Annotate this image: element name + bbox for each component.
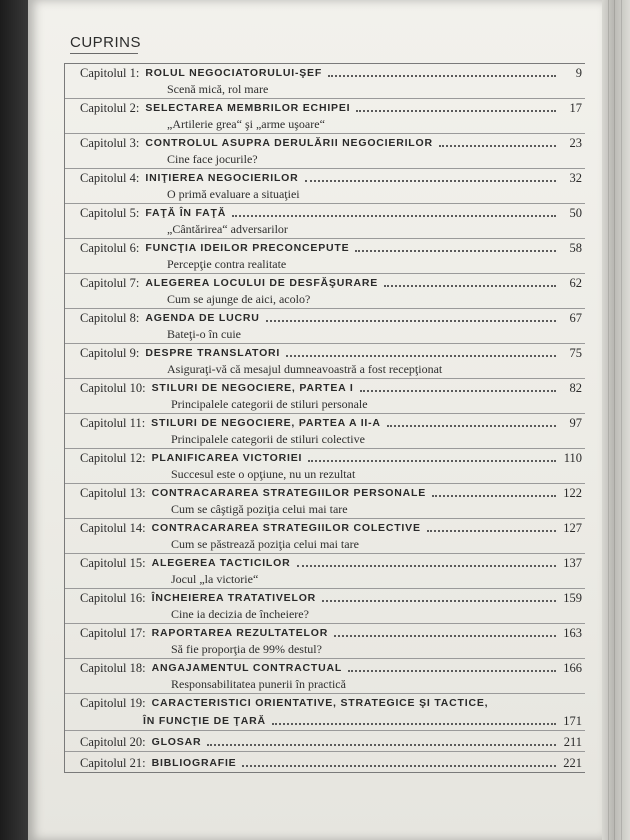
- chapter-subtitle: Bateţi-o în cuie: [167, 327, 241, 341]
- chapter-title: STILURI DE NEGOCIERE, PARTEA I: [151, 382, 354, 394]
- dot-leader: [305, 179, 556, 182]
- dot-leader: [355, 249, 556, 252]
- toc-entry: [65, 99, 585, 134]
- page-number: 9: [575, 66, 582, 80]
- chapter-title: CONTRACARAREA STRATEGIILOR PERSONALE: [151, 487, 427, 499]
- dot-leader: [387, 424, 556, 427]
- chapter-number: Capitolul 16:: [80, 591, 146, 605]
- dot-leader: [308, 459, 556, 462]
- toc-entry: [65, 239, 585, 274]
- page-stack-edge: [602, 0, 630, 840]
- dot-leader: [356, 109, 556, 112]
- toc-entry: [65, 204, 585, 239]
- dot-leader: [286, 354, 556, 357]
- chapter-number: Capitolul 20:: [80, 735, 146, 749]
- toc-entry: [65, 519, 585, 554]
- page-number: 211: [563, 735, 582, 749]
- chapter-title-continued: ÎN FUNCŢIE DE ŢARĂ: [143, 715, 266, 727]
- dot-leader: [266, 319, 556, 322]
- chapter-title: ALEGEREA LOCULUI DE DESFĂŞURARE: [145, 277, 379, 289]
- chapter-number: Capitolul 21:: [80, 756, 146, 770]
- dot-leader: [334, 634, 556, 637]
- chapter-subtitle: Cum se ajunge de aici, acolo?: [167, 292, 311, 306]
- toc-entry: [65, 169, 585, 204]
- chapter-title: ÎNCHEIEREA TRATATIVELOR: [151, 592, 317, 604]
- dot-leader: [297, 564, 557, 567]
- page-number: 58: [569, 241, 582, 255]
- chapter-title: GLOSAR: [151, 736, 202, 748]
- chapter-subtitle: Scenă mică, rol mare: [167, 82, 269, 96]
- toc-entry: [65, 449, 585, 484]
- chapter-title: STILURI DE NEGOCIERE, PARTEA A II-A: [151, 417, 381, 429]
- page-number: 97: [569, 416, 582, 430]
- chapter-number: Capitolul 18:: [80, 661, 146, 675]
- chapter-subtitle: Asiguraţi-vă că mesajul dumneavoastră a fost recepţionat: [167, 362, 443, 376]
- toc-entry: [65, 309, 585, 344]
- chapter-number: Capitolul 15:: [80, 556, 146, 570]
- dot-leader: [427, 529, 556, 532]
- chapter-subtitle: Responsabilitatea punerii în practică: [171, 677, 346, 691]
- chapter-number: Capitolul 14:: [80, 521, 146, 535]
- chapter-number: Capitolul 1:: [80, 66, 140, 80]
- page-number: 32: [569, 171, 582, 185]
- chapter-subtitle: Cum se păstrează poziţia celui mai tare: [171, 537, 359, 551]
- page-number: 23: [569, 136, 582, 150]
- dot-leader: [439, 144, 556, 147]
- chapter-title: PLANIFICAREA VICTORIEI: [151, 452, 303, 464]
- toc-entry: [65, 134, 585, 169]
- chapter-number: Capitolul 19:: [80, 696, 146, 710]
- chapter-subtitle: Cine ia decizia de încheiere?: [171, 607, 309, 621]
- chapter-number: Capitolul 8:: [80, 311, 140, 325]
- dot-leader: [232, 214, 556, 217]
- chapter-title: ROLUL NEGOCIATORULUI-ŞEF: [145, 67, 323, 79]
- chapter-title: CONTROLUL ASUPRA DERULĂRII NEGOCIERILOR: [145, 137, 433, 149]
- toc-entry: [65, 344, 585, 379]
- chapter-number: Capitolul 17:: [80, 626, 146, 640]
- chapter-subtitle: Principalele categorii de stiluri personale: [171, 397, 368, 411]
- dot-leader: [384, 284, 556, 287]
- chapter-number: Capitolul 11:: [80, 416, 146, 430]
- chapter-title: FAŢĂ ÎN FAŢĂ: [145, 207, 227, 219]
- page-number: 163: [563, 626, 582, 640]
- chapter-subtitle: Percepţie contra realitate: [167, 257, 287, 271]
- dot-leader: [348, 669, 556, 672]
- chapter-title: FUNCŢIA IDEILOR PRECONCEPUTE: [145, 242, 350, 254]
- chapter-number: Capitolul 10:: [80, 381, 146, 395]
- toc-entry: [65, 731, 585, 752]
- page-number: 67: [569, 311, 582, 325]
- page-number: 166: [563, 661, 582, 675]
- chapter-title: BIBLIOGRAFIE: [151, 757, 237, 769]
- chapter-title: AGENDA DE LUCRU: [145, 312, 260, 324]
- dot-leader: [207, 743, 556, 746]
- toc-entry: [65, 624, 585, 659]
- chapter-subtitle: Jocul „la victorie“: [171, 572, 259, 586]
- dot-leader: [328, 74, 556, 77]
- page-number: 50: [569, 206, 582, 220]
- chapter-number: Capitolul 13:: [80, 486, 146, 500]
- page-gutter-shadow: [0, 0, 30, 840]
- chapter-number: Capitolul 6:: [80, 241, 140, 255]
- dot-leader: [432, 494, 556, 497]
- chapter-number: Capitolul 4:: [80, 171, 140, 185]
- toc-entry: [65, 274, 585, 309]
- chapter-subtitle: Succesul este o opţiune, nu un rezultat: [171, 467, 356, 481]
- toc-entry: [65, 554, 585, 589]
- chapter-title: ALEGEREA TACTICILOR: [151, 557, 291, 569]
- chapter-title: CONTRACARAREA STRATEGIILOR COLECTIVE: [151, 522, 421, 534]
- chapter-subtitle: Să fie proporţia de 99% destul?: [171, 642, 322, 656]
- page-number: 62: [569, 276, 582, 290]
- toc-entry: [65, 694, 585, 731]
- chapter-subtitle: Principalele categorii de stiluri colective: [171, 432, 365, 446]
- toc-entry: [65, 414, 585, 449]
- chapter-subtitle: O primă evaluare a situaţiei: [167, 187, 300, 201]
- page-number: 110: [563, 451, 582, 465]
- page-number: 122: [563, 486, 582, 500]
- toc-entry: [65, 659, 585, 694]
- page-number: 221: [563, 756, 582, 770]
- dot-leader: [242, 764, 556, 767]
- chapter-title: SELECTAREA MEMBRILOR ECHIPEI: [145, 102, 351, 114]
- chapter-number: Capitolul 5:: [80, 206, 140, 220]
- chapter-subtitle: „Artilerie grea“ şi „arme uşoare“: [167, 117, 325, 131]
- chapter-title: CARACTERISTICI ORIENTATIVE, STRATEGICE ŞI TACTICE,: [151, 697, 489, 709]
- chapter-title: ANGAJAMENTUL CONTRACTUAL: [151, 662, 343, 674]
- page-number: 137: [563, 556, 582, 570]
- chapter-title: INIŢIEREA NEGOCIERILOR: [145, 172, 299, 184]
- chapter-number: Capitolul 7:: [80, 276, 140, 290]
- chapter-number: Capitolul 12:: [80, 451, 146, 465]
- toc-title: CUPRINS: [70, 34, 142, 51]
- page-number: 171: [563, 714, 582, 728]
- dot-leader: [272, 722, 556, 725]
- page-number: 75: [569, 346, 582, 360]
- chapter-number: Capitolul 3:: [80, 136, 140, 150]
- page-number: 127: [563, 521, 582, 535]
- chapter-subtitle: Cine face jocurile?: [167, 152, 258, 166]
- chapter-number: Capitolul 2:: [80, 101, 140, 115]
- page-number: 17: [569, 101, 582, 115]
- page-number: 82: [569, 381, 582, 395]
- toc-entry: [65, 752, 585, 772]
- chapter-subtitle: „Cântărirea“ adversarilor: [167, 222, 288, 236]
- dot-leader: [360, 389, 556, 392]
- chapter-subtitle: Cum se câştigă poziţia celui mai tare: [171, 502, 348, 516]
- chapter-title: DESPRE TRANSLATORI: [145, 347, 281, 359]
- chapter-number: Capitolul 9:: [80, 346, 140, 360]
- toc-entry: [65, 589, 585, 624]
- toc-entry: [65, 484, 585, 519]
- dot-leader: [322, 599, 556, 602]
- chapter-title: RAPORTAREA REZULTATELOR: [151, 627, 329, 639]
- page-number: 159: [563, 591, 582, 605]
- toc-entry: [65, 379, 585, 414]
- table-of-contents: [64, 63, 585, 773]
- toc-entry: [65, 64, 585, 99]
- title-underline: [70, 53, 138, 54]
